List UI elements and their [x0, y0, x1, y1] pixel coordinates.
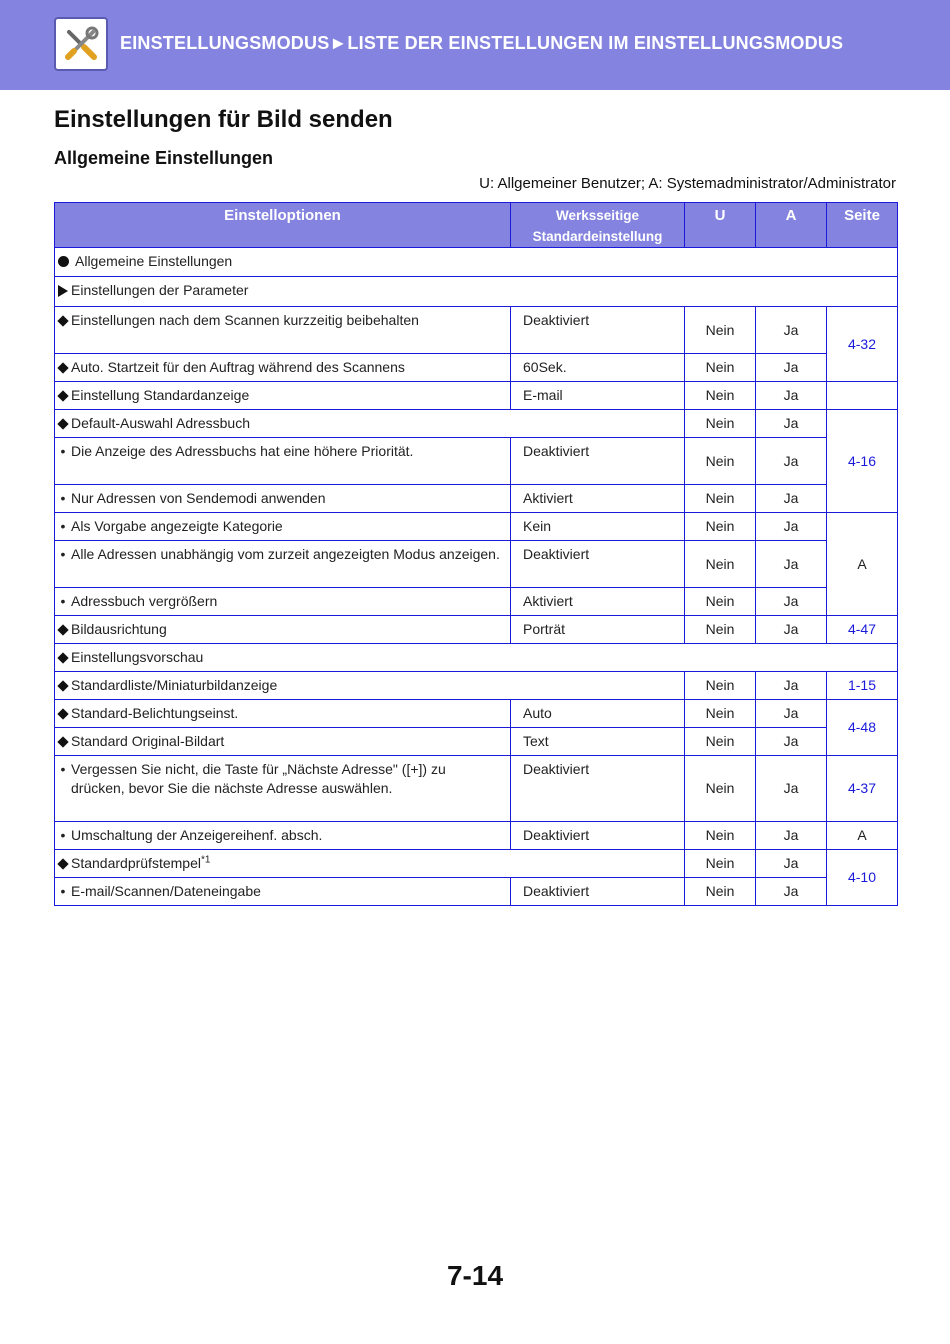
settings-table — [54, 202, 898, 906]
table-row — [55, 513, 898, 541]
option-name: Allgemeine Einstellungen — [55, 248, 898, 277]
a-value: Ja — [756, 850, 827, 878]
u-value: Nein — [685, 672, 756, 700]
a-value: Ja — [756, 541, 827, 588]
option-name: • Adressbuch vergrößern — [55, 588, 511, 616]
default-value: E-mail — [511, 382, 685, 410]
page-number: 7-14 — [446, 1260, 504, 1291]
diamond-icon — [57, 418, 68, 429]
column-header-options: Einstelloptionen — [55, 203, 511, 248]
default-value: Deaktiviert — [511, 307, 685, 354]
default-value: Aktiviert — [511, 588, 685, 616]
u-value: Nein — [685, 700, 756, 728]
page-header — [0, 0, 950, 90]
default-value: Deaktiviert — [511, 541, 685, 588]
table-row — [55, 307, 898, 354]
option-name: Standardprüfstempel$^{*1}$ — [55, 850, 685, 878]
a-value: Ja — [756, 485, 827, 513]
a-value: Ja — [756, 382, 827, 410]
footnote-marker: *1 — [200, 854, 211, 866]
page-ref: A — [827, 822, 898, 850]
a-value: Ja — [756, 588, 827, 616]
table-row — [55, 728, 898, 756]
default-value: Kein — [511, 513, 685, 541]
table-row — [55, 672, 898, 700]
option-name: Standard-Belichtungseinst. — [55, 700, 511, 728]
u-value: Nein — [685, 438, 756, 485]
option-name: • Nur Adressen von Sendemodi anwenden — [55, 485, 511, 513]
a-value: Ja — [756, 756, 827, 822]
page-cell-empty — [827, 382, 898, 410]
a-value: Ja — [756, 616, 827, 644]
default-value: Aktiviert — [511, 485, 685, 513]
user-legend: U: Allgemeiner Benutzer; A: Systemadministrator/Administrator — [479, 175, 896, 192]
table-row — [55, 588, 898, 616]
default-value: 60Sek. — [511, 354, 685, 382]
u-value: Nein — [685, 728, 756, 756]
u-value: Nein — [685, 588, 756, 616]
page-link[interactable]: 4-48 — [827, 700, 898, 756]
a-value: Ja — [756, 822, 827, 850]
page-link[interactable]: 4-37 — [827, 756, 898, 822]
table-row — [55, 878, 898, 906]
u-value: Nein — [685, 513, 756, 541]
option-name: Einstellung Standardanzeige — [55, 382, 511, 410]
option-name: • Als Vorgabe angezeigte Kategorie — [55, 513, 511, 541]
page-link[interactable]: 4-47 — [827, 616, 898, 644]
table-row — [55, 822, 898, 850]
option-name: • Umschaltung der Anzeigereihenf. absch. — [55, 822, 511, 850]
table-row — [55, 644, 898, 672]
u-value: Nein — [685, 822, 756, 850]
a-value: Ja — [756, 307, 827, 354]
u-value: Nein — [685, 485, 756, 513]
option-name: • E-mail/Scannen/Dateneingabe — [55, 878, 511, 906]
diamond-icon — [57, 680, 68, 691]
diamond-icon — [57, 652, 68, 663]
default-value: Porträt — [511, 616, 685, 644]
page-link[interactable]: 4-10 — [827, 850, 898, 906]
diamond-icon — [57, 624, 68, 635]
table-row — [55, 850, 898, 878]
option-name: Standardliste/Miniaturbildanzeige — [55, 672, 685, 700]
u-value: Nein — [685, 878, 756, 906]
default-value: Deaktiviert — [511, 822, 685, 850]
table-row — [55, 616, 898, 644]
u-value: Nein — [685, 850, 756, 878]
a-value: Ja — [756, 410, 827, 438]
default-value: Text — [511, 728, 685, 756]
column-header-default: Werksseitige Standardeinstellung — [511, 203, 685, 248]
option-name: • Vergessen Sie nicht, die Taste für „Nächste Adresse" ([+]) zu drücken, bevor Sie die nächste Adresse auswählen. — [55, 756, 511, 822]
section-title: Allgemeine Einstellungen — [54, 148, 274, 168]
u-value: Nein — [685, 354, 756, 382]
u-value: Nein — [685, 410, 756, 438]
page-title: Einstellungen für Bild senden — [54, 106, 393, 133]
table-row — [55, 541, 898, 588]
table-row — [55, 248, 898, 277]
a-value: Ja — [756, 878, 827, 906]
default-value: Deaktiviert — [511, 878, 685, 906]
table-row — [55, 410, 898, 438]
option-name: Bildausrichtung — [55, 616, 511, 644]
option-name: Auto. Startzeit für den Auftrag während des Scannens — [55, 354, 511, 382]
column-header-page: Seite — [827, 203, 898, 248]
table-row — [55, 700, 898, 728]
diamond-icon — [57, 736, 68, 747]
page-link[interactable]: 1-15 — [827, 672, 898, 700]
option-name: Default-Auswahl Adressbuch — [55, 410, 685, 438]
default-value: Deaktiviert — [511, 756, 685, 822]
page-link[interactable]: 4-16 — [827, 410, 898, 513]
option-name: Einstellungen nach dem Scannen kurzzeitig beibehalten — [55, 307, 511, 354]
option-name: • Die Anzeige des Adressbuchs hat eine höhere Priorität. — [55, 438, 511, 485]
u-value: Nein — [685, 541, 756, 588]
table-header-row — [55, 203, 898, 248]
option-name: Einstellungen der Parameter — [55, 277, 898, 307]
page-link[interactable]: 4-32 — [827, 307, 898, 382]
breadcrumb: EINSTELLUNGSMODUS►LISTE DER EINSTELLUNGEN IM EINSTELLUNGSMODUS — [120, 33, 844, 53]
a-value: Ja — [756, 513, 827, 541]
u-value: Nein — [685, 756, 756, 822]
u-value: Nein — [685, 307, 756, 354]
option-name: • Alle Adressen unabhängig vom zurzeit angezeigten Modus anzeigen. — [55, 541, 511, 588]
diamond-icon — [57, 362, 68, 373]
triangle-right-icon — [58, 285, 68, 297]
diamond-icon — [57, 390, 68, 401]
default-value: Deaktiviert — [511, 438, 685, 485]
a-value: Ja — [756, 700, 827, 728]
table-row — [55, 277, 898, 307]
table-row — [55, 438, 898, 485]
u-value: Nein — [685, 616, 756, 644]
tools-icon — [54, 17, 108, 71]
column-header-u: U — [685, 203, 756, 248]
table-row — [55, 756, 898, 822]
table-row — [55, 485, 898, 513]
table-row — [55, 382, 898, 410]
a-value: Ja — [756, 728, 827, 756]
table-row — [55, 354, 898, 382]
option-name: Standard Original-Bildart — [55, 728, 511, 756]
diamond-icon — [57, 858, 68, 869]
a-value: Ja — [756, 354, 827, 382]
diamond-icon — [57, 315, 68, 326]
a-value: Ja — [756, 438, 827, 485]
diamond-icon — [57, 708, 68, 719]
default-value: Auto — [511, 700, 685, 728]
option-name: Einstellungsvorschau — [55, 644, 898, 672]
column-header-a: A — [756, 203, 827, 248]
bullet-circle-icon — [58, 256, 69, 267]
a-value: Ja — [756, 672, 827, 700]
u-value: Nein — [685, 382, 756, 410]
page-ref: A — [827, 513, 898, 616]
